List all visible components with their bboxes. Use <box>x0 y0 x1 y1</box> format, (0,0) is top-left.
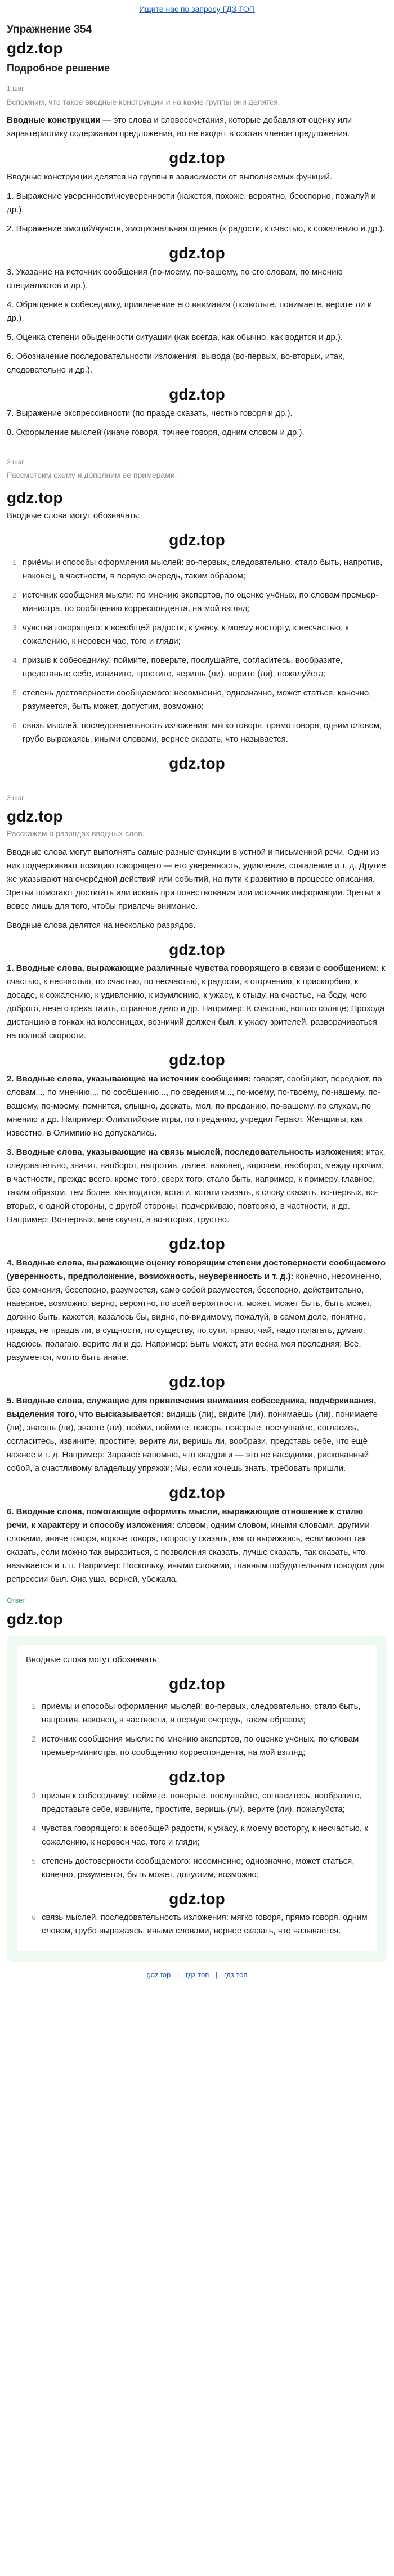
footer-separator: | <box>177 1971 180 1980</box>
group-item: 4. Обращение к собеседнику, привлечение его внимания (позвольте, понимаете, верите ли и др.). <box>7 300 372 323</box>
groups-intro: Вводные конструкции делятся на группы в зависимости от выполняемых функций. <box>7 172 333 182</box>
answer-card <box>17 1645 377 1951</box>
watermark: gdz.top <box>169 940 225 958</box>
item-text: связь мыслей, последовательность изложения: мягко говоря, прямо говоря, одним словом, грубо выражаясь, иными словами, вернее сказать, что называется. <box>42 1913 368 1936</box>
category-text: говорят, сообщают, передают, по словам..., по мнению..., по сообщению..., по сведениям..., по-моему, по-твоему, по-нашему, по-вашему, по-моему, помнится, слышно, дескать, мол, по преданию, по-вашему, по слухам, по мнению и др. Например: Олимпийские игры, по преданию, учредил Геракл; Женщины, как известно, в Олимпию не допускались. <box>7 1074 382 1138</box>
watermark: gdz.top <box>169 1675 225 1693</box>
category-text: итак, следовательно, значит, наоборот, напротив, далее, наконец, впрочем, наоборот, между прочим, в частности, прежде всего, кроме того, сверх того, стало быть, например, к примеру, главное, таким образом, тем более, как водится, кстати, кстати сказать, к слову сказать, во-первых, во-вторых, с одной стороны, с другой стороны, подчеркиваю, повторяю, в частности, и др. Например: Во-первых, мне скучно, а во-вторых, грустно. <box>7 1147 386 1225</box>
item-text: источник сообщения мысли: по мнению экспертов, по оценке учёных, по словам премьер-министра, по сообщению корреспондента, на мой взгляд; <box>23 590 379 613</box>
item-number: 2 <box>12 590 17 599</box>
group-item: 7. Выражение экспрессивности (по правде сказать, честно говоря и др.). <box>7 408 293 418</box>
list-item <box>26 1911 368 1938</box>
watermark: gdz.top <box>7 807 63 825</box>
step-1 <box>7 83 387 439</box>
watermark: gdz.top <box>169 149 225 167</box>
list-item <box>7 719 387 746</box>
answer-label: Ответ <box>7 1596 25 1604</box>
solution-title: Подробное решение <box>7 62 110 74</box>
list-item <box>7 686 387 713</box>
footer-link[interactable]: гдз топ <box>185 1971 209 1980</box>
search-us-link[interactable]: Ищите нас по запросу ГДЗ ТОП <box>139 5 255 14</box>
item-number: 3 <box>32 1791 36 1800</box>
step-hint: Рассмотрим схему и дополним ее примерами. <box>7 470 177 480</box>
exercise-title: Упражнение 354 <box>7 24 92 35</box>
category-text: к счастью, к несчастью, по счастью, по несчастью, к радости, к огорчению, к прискорбию, к досаде, к сожалению, к удивлению, к изумлению, к ужасу, к стыду, на счастье, на беду, чего доброго, нечего греха таить, странное дело и др. Например: К счастью, вошло солнце; Прохода дистанцию в гонках на колесницах, возничий должен был, к ужасу зрителей, разворачиваться на полной скорости. <box>7 963 386 1041</box>
item-number: 5 <box>32 1856 36 1865</box>
item-number: 3 <box>12 623 17 632</box>
watermark: gdz.top <box>169 1890 225 1908</box>
category-heading: 1. Вводные слова, выражающие различные чувства говорящего в связи с сообщением: <box>7 963 379 973</box>
definition-text: — это слова и словосочетания, которые добавляют оценку или характеристику содержания предложения, но не входят в состав членов предложения. <box>7 115 352 139</box>
watermark: gdz.top <box>169 754 225 772</box>
list-intro: Вводные слова могут обозначать: <box>7 510 140 520</box>
group-item: 6. Обозначение последовательности изложения, вывода (во-первых, во-вторых, итак, следовательно и др.). <box>7 352 344 375</box>
footer-link[interactable]: гдз топ <box>223 1971 248 1980</box>
item-number: 1 <box>12 558 17 567</box>
item-number: 5 <box>12 688 17 697</box>
item-number: 6 <box>32 1913 36 1922</box>
category-heading: 5. Вводные слова, служащие для привлечения внимания собеседника, подчёркивания, выделения того, что высказывается: <box>7 1395 377 1419</box>
list-item <box>26 1700 368 1727</box>
paragraph: Вводные слова могут выполнять самые разные функции в устной и письменной речи. Одни из них подчеркивают позицию говорящего — его уверенность, удивление, сожаление и т. д. Другие же указывают на очерёдной действий или событий, на пути к развитию в процессе описания. 3ретьи помогают достигать или искать при повествования или источник информации. 3ретьи и вовсе лишь для того, чтобы привлечь внимание. <box>7 847 386 911</box>
watermark: gdz.top <box>169 531 225 549</box>
item-number: 4 <box>32 1824 36 1833</box>
footer-separator: | <box>215 1971 218 1980</box>
category-heading: 6. Вводные слова, помогающие оформить мысли, выражающие отношение к стилю речи, к характеру и способу изложения: <box>7 1506 364 1530</box>
group-item: 5. Оценка степени обыденности ситуации (как всегда, как обычно, как водится и др.). <box>7 333 343 342</box>
watermark: gdz.top <box>169 1767 225 1785</box>
item-text: связь мыслей, последовательность изложения: мягко говоря, прямо говоря, одним словом, грубо выражаясь, иными словами, вернее сказать, что называется. <box>23 720 382 744</box>
list-item <box>7 589 387 616</box>
category-heading: 3. Вводные слова, указывающие на связь мыслей, последовательность изложения: <box>7 1147 364 1157</box>
watermark: gdz.top <box>169 244 225 262</box>
category-heading: 4. Вводные слова, выражающие оценку говорящим степени достоверности сообщаемого (уверенность, предположение, возможность, неуверенность и т. д.): <box>7 1258 386 1281</box>
term: Вводные конструкции <box>7 115 101 125</box>
watermark: gdz.top <box>7 489 63 507</box>
footer <box>7 1962 387 1984</box>
list-item <box>7 556 387 583</box>
category-paragraph <box>7 1505 387 1586</box>
top-bar <box>7 0 387 19</box>
step-label: 2 шаг <box>7 457 24 466</box>
list-item <box>7 621 387 648</box>
list-item <box>26 1822 368 1849</box>
item-text: приёмы и способы оформления мыслей: во-первых, следовательно, стало быть, напротив, наконец, в частности, в первую очередь, таким образом; <box>42 1701 361 1725</box>
list-item <box>26 1733 368 1760</box>
step-2 <box>7 457 387 776</box>
answer-list <box>26 1700 368 1938</box>
item-text: чувства говорящего: к всеобщей радости, к ужасу, к моему восторгу, к несчастью, к сожалению, к неровен час, того и гляди; <box>42 1823 368 1847</box>
category-text: видишь (ли), видите (ли), понимаешь (ли), понимаете (ли), знаешь (ли), знаете (ли), пойми, поймите, поверь, поверьте, послушайте, согласись, согласитесь, извините, простите, верите ли, веришь ли, вообрази, представь себе, что ещё важнее и т. д. Например: Заранее напомню, что квадриги — это не наездники, рискованный собой, а счастливому владельцу упряжки; Мы, если хочешь знать, требовать пришли. <box>7 1409 378 1473</box>
list-item <box>26 1855 368 1882</box>
watermark: gdz.top <box>7 39 63 57</box>
groups-list <box>7 190 387 439</box>
category-paragraph <box>7 962 387 1043</box>
item-text: чувства говорящего: к всеобщей радости, к ужасу, к моему восторгу, к несчастью, к сожалению, к неровен час, того и гляди; <box>23 622 349 646</box>
watermark: gdz.top <box>7 1610 63 1628</box>
answer-box <box>7 1636 387 1962</box>
step-hint: Расскажем о разрядах вводных слов. <box>7 828 145 838</box>
step-3 <box>7 793 387 1586</box>
item-text: источник сообщения мысли: по мнению экспертов, по оценке учёных, по словам премьер-министра, по сообщению корреспондента, на мой взгляд; <box>42 1734 359 1757</box>
group-item: 8. Оформление мыслей (иначе говоря, точнее говоря, одним словом и др.). <box>7 427 305 437</box>
item-text: призыв к собеседнику: поймите, поверьте, послушайте, согласитесь, вообразите, представьте себе, извините, простите, веришь (ли), верите (ли), пожалуйста; <box>42 1790 362 1814</box>
list-item <box>7 654 387 681</box>
definition-paragraph <box>7 114 387 141</box>
group-item: 2. Выражение эмоций/чувств, эмоциональная оценка (к радости, к счастью, к сожалению и др.). <box>7 224 385 234</box>
item-text: степень достоверности сообщаемого: несомненно, однозначно, может статься, конечно, разумеется, быть может, допустим, возможно; <box>42 1856 355 1879</box>
watermark: gdz.top <box>169 1235 225 1253</box>
category-paragraph <box>7 1146 387 1227</box>
paragraph: Вводные слова делятся на несколько разрядов. <box>7 920 196 930</box>
watermark: gdz.top <box>169 1483 225 1501</box>
footer-link[interactable]: gdz top <box>146 1971 171 1980</box>
category-heading: 2. Вводные слова, указывающие на источник сообщения: <box>7 1074 251 1084</box>
category-text: словом, одним словом, иными словами, другими словами, иначе говоря, короче говоря, попросту сказать, мягко выражаясь, если можно так сказать, если можно так выразиться, с позволения сказать, лучше сказать, так сказать, что называется и т. п. Например: Поскольку, иными словами, главным побудительным поводом для репрессии был. Она уша, верней, убежала. <box>7 1520 384 1584</box>
item-text: приёмы и способы оформления мыслей: во-первых, следовательно, стало быть, напротив, наконец, в частности, в первую очередь, таким образом; <box>23 557 383 581</box>
list-item <box>26 1789 368 1816</box>
item-text: степень достоверности сообщаемого: несомненно, однозначно, может статься, конечно, разумеется, быть может, допустим, возможно; <box>23 688 371 711</box>
group-item: 1. Выражение уверенности\неуверенности (кажется, похоже, вероятно, бесспорно, пожалуй и др.). <box>7 191 376 215</box>
category-paragraph <box>7 1256 387 1365</box>
watermark: gdz.top <box>169 1051 225 1069</box>
item-number: 1 <box>32 1702 36 1711</box>
item-text: призыв к собеседнику: поймите, поверьте, послушайте, согласитесь, вообразите, представьте себе, извините, простите, веришь (ли), верите (ли), пожалуйста; <box>23 655 343 679</box>
categories-list <box>7 556 387 746</box>
list-intro: Вводные слова могут обозначать: <box>26 1654 159 1664</box>
category-paragraph <box>7 1072 387 1140</box>
category-paragraph <box>7 1394 387 1475</box>
watermark: gdz.top <box>169 385 225 403</box>
category-text: конечно, несомненно, без сомнения, бесспорно, разумеется, само собой разумеется, бесспорно, действительно, наверное, возможно, верно, вероятно, по всей вероятности, может, может быть, быть может, должно быть, кажется, казалось бы, видно, по-видимому, пожалуй, в самом деле, понятно, правда, не правда ли, в сущности, по существу, по сути, право, чай, надо полагать, думаю, надеюсь, полагаю, верите ли и др. Например: Быть может, эти весна моя последняя; Всё, разумеется, могло быть иначе. <box>7 1271 382 1362</box>
watermark: gdz.top <box>169 1372 225 1390</box>
step-label: 1 шаг <box>7 84 24 93</box>
step-hint: Вспомним, что такое вводные конструкции и на какие группы они делятся. <box>7 97 280 106</box>
item-number: 6 <box>12 721 17 730</box>
group-item: 3. Указание на источник сообщения (по-моему, по-вашему, по его словам, по мнению специалистов и др.). <box>7 267 343 290</box>
item-number: 2 <box>32 1734 36 1743</box>
step-label: 3 шаг <box>7 794 24 802</box>
item-number: 4 <box>12 656 17 665</box>
